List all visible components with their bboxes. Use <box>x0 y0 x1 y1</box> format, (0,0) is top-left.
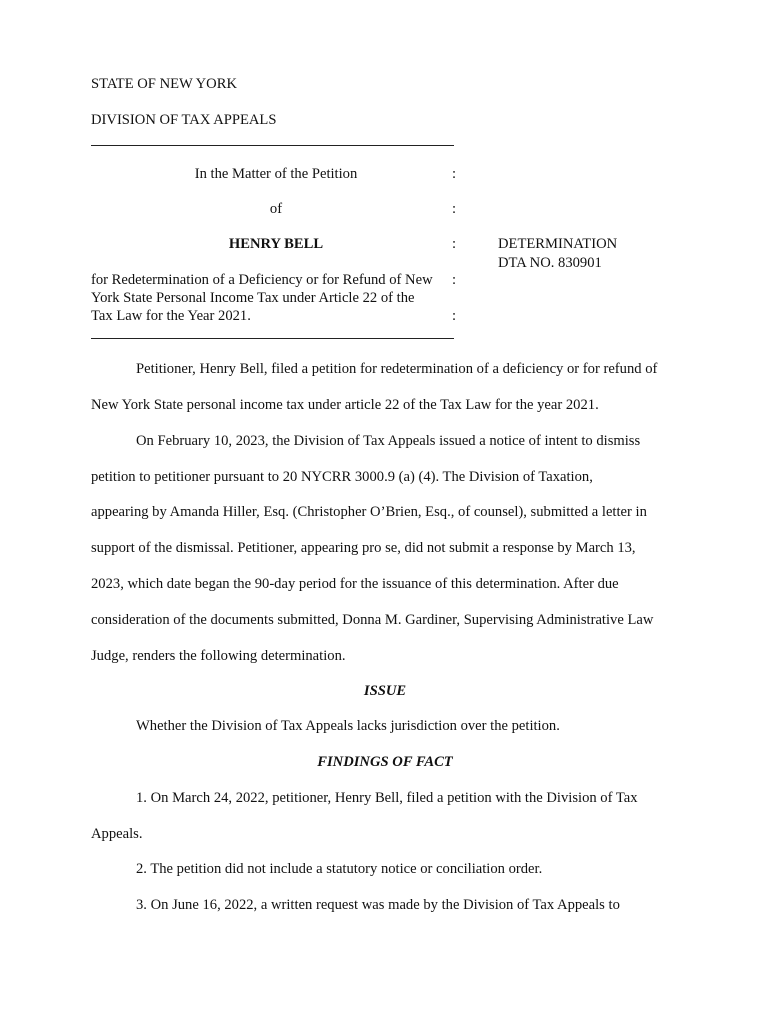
dta-number: DTA NO. 830901 <box>498 255 602 271</box>
procedure-line: appearing by Amanda Hiller, Esq. (Christopher O’Brien, Esq., of counsel), submitted a letter in <box>91 504 647 520</box>
procedure-line: On February 10, 2023, the Division of Tax Appeals issued a notice of intent to dismiss <box>136 433 641 449</box>
caption-top-rule <box>91 145 454 146</box>
findings-heading: FINDINGS OF FACT <box>317 754 453 770</box>
caption-bottom-rule <box>91 338 454 339</box>
division-heading: DIVISION OF TAX APPEALS <box>91 112 277 128</box>
finding-1-continued: Appeals. <box>91 826 143 842</box>
issue-heading: ISSUE <box>363 683 407 699</box>
finding-1: 1. On March 24, 2022, petitioner, Henry Bell, filed a petition with the Division of Tax <box>136 790 638 806</box>
procedure-line: 2023, which date began the 90-day period for the issuance of this determination. After due <box>91 576 619 592</box>
determination-label: DETERMINATION <box>498 236 618 252</box>
state-heading: STATE OF NEW YORK <box>91 76 237 92</box>
intro-line: New York State personal income tax under article 22 of the Tax Law for the year 2021. <box>91 397 599 413</box>
caption-matter: In the Matter of the Petition <box>194 166 358 182</box>
caption-purpose-line-1: for Redetermination of a Deficiency or for Refund of New <box>91 272 433 288</box>
caption-colon-4: : <box>452 272 457 288</box>
procedure-line: support of the dismissal. Petitioner, appearing pro se, did not submit a response by March 13, <box>91 540 636 556</box>
issue-text: Whether the Division of Tax Appeals lacks jurisdiction over the petition. <box>136 718 560 734</box>
caption-purpose-line-2: York State Personal Income Tax under Article 22 of the <box>91 290 415 306</box>
caption-colon-5: : <box>452 308 457 324</box>
intro-line: Petitioner, Henry Bell, filed a petition for redetermination of a deficiency or for refund of <box>136 361 658 377</box>
procedure-line: consideration of the documents submitted, Donna M. Gardiner, Supervising Administrative Law <box>91 612 654 628</box>
caption-colon-1: : <box>452 166 457 182</box>
finding-2: 2. The petition did not include a statutory notice or conciliation order. <box>136 861 543 877</box>
caption-petitioner-name: HENRY BELL <box>228 236 324 252</box>
caption-colon-2: : <box>452 201 457 217</box>
caption-of: of <box>269 201 283 217</box>
finding-3: 3. On June 16, 2022, a written request was made by the Division of Tax Appeals to <box>136 897 620 913</box>
procedure-line: Judge, renders the following determination. <box>91 648 346 664</box>
procedure-line: petition to petitioner pursuant to 20 NYCRR 3000.9 (a) (4). The Division of Taxation, <box>91 469 593 485</box>
caption-purpose-line-3: Tax Law for the Year 2021. <box>91 308 251 324</box>
caption-colon-3: : <box>452 236 457 252</box>
